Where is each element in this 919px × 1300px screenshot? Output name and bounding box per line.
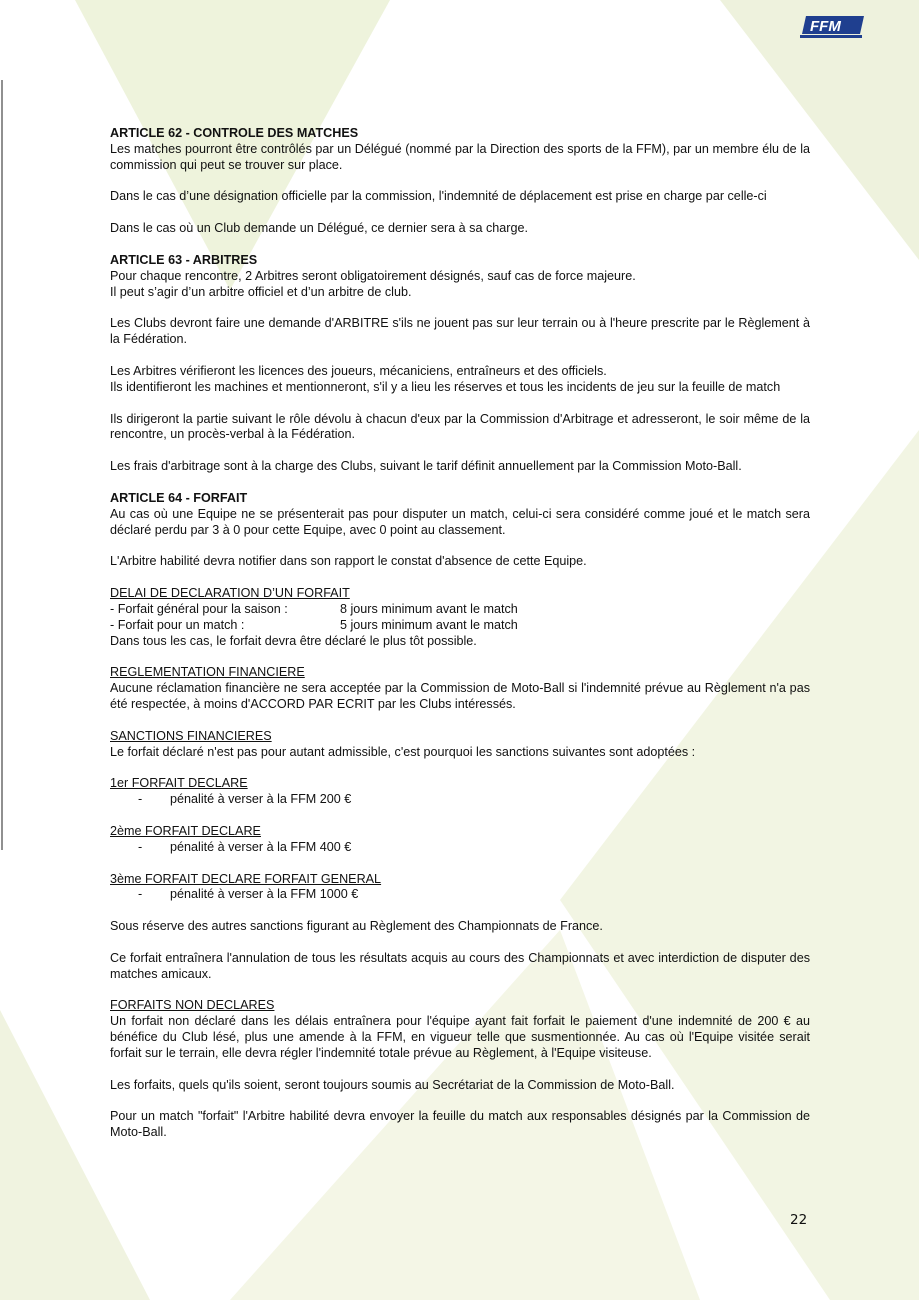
article-64-title: ARTICLE 64 - FORFAIT — [110, 490, 248, 505]
article-63-paragraph-3b: Ils identifieront les machines et mentionneront, s'il y a lieu les réserves et tous les incidents de jeu sur la feuille de match — [110, 379, 781, 394]
delai-row-label: - Forfait général pour la saison : — [110, 601, 288, 616]
article-63-paragraph-2: Les Clubs devront faire une demande d'ARBITRE s'ils ne jouent pas sur leur terrain ou à l'heure prescrite par le Règlement à la Fédération. — [110, 316, 810, 347]
delai-row-value: 5 jours minimum avant le match — [340, 617, 518, 632]
ffm-logo — [798, 14, 866, 40]
sanctions-financieres-text: Le forfait déclaré n'est pas pour autant admissible, c'est pourquoi les sanctions suivantes sont adoptées : — [110, 744, 696, 759]
delai-declaration-title: DELAI DE DECLARATION D’UN FORFAIT — [110, 586, 350, 601]
article-63-paragraph-1a: Pour chaque rencontre, 2 Arbitres seront obligatoirement désignés, sauf cas de force majeure. — [110, 268, 636, 283]
article-63-paragraph-5: Les frais d'arbitrage sont à la charge des Clubs, suivant le tarif définit annuellement par la Commission Moto-Ball. — [110, 459, 742, 474]
bullet-dash: - — [138, 839, 143, 854]
svg-text:FFM: FFM — [810, 18, 841, 35]
feuille-match-paragraph: Pour un match "forfait" l'Arbitre habilité devra envoyer la feuille du match aux responsables désignés par la Commission de Moto-Ball. — [110, 1109, 810, 1140]
forfait-1-item — [110, 792, 810, 808]
article-62-paragraph-1: Les matches pourront être contrôlés par un Délégué (nommé par la Direction des sports de la FFM), par un membre élu de la commission qui peut se trouver sur place. — [110, 141, 810, 172]
forfait-1-title: 1er FORFAIT DECLARE — [110, 776, 248, 791]
forfaits-non-declares-text: Un forfait non déclaré dans les délais entraînera pour l'équipe ayant fait forfait le paiement d'une indemnité de 200 € au bénéfice du Club lésé, plus une amende à la FFM, en vigueur telle que susmentionnée. Au cas où l'Equipe visitée serait forfait sur le terrain, elle devra régler l'indemnité totale prévue au Règlement, à l'Equipe visiteuse. — [110, 1014, 810, 1060]
forfait-3-item — [110, 887, 810, 903]
article-62-title: ARTICLE 62 - CONTROLE DES MATCHES — [110, 126, 359, 140]
page-number: 22 — [790, 1212, 808, 1228]
forfait-2-item — [110, 840, 810, 856]
article-64-paragraph-2: L'Arbitre habilité devra notifier dans son rapport le constat d'absence de cette Equipe. — [110, 554, 587, 569]
delai-note: Dans tous les cas, le forfait devra être déclaré le plus tôt possible. — [110, 633, 477, 648]
document-body — [110, 126, 810, 1141]
annulation-paragraph: Ce forfait entraînera l'annulation de tous les résultats acquis au cours des Championnats et avec interdiction de disputer des matches amicaux. — [110, 950, 810, 981]
delai-row — [110, 602, 810, 618]
article-63-paragraph-3a: Les Arbitres vérifieront les licences des joueurs, mécaniciens, entraîneurs et des officiels. — [110, 363, 607, 378]
delai-row-value: 8 jours minimum avant le match — [340, 601, 518, 616]
article-63-title: ARTICLE 63 - ARBITRES — [110, 252, 258, 267]
sanctions-financieres-title: SANCTIONS FINANCIERES — [110, 728, 272, 743]
delai-row — [110, 618, 810, 634]
bullet-dash: - — [138, 887, 143, 902]
delai-row-label: - Forfait pour un match : — [110, 617, 245, 632]
forfaits-non-declares-title: FORFAITS NON DECLARES — [110, 998, 275, 1013]
reglementation-financiere-title: REGLEMENTATION FINANCIERE — [110, 665, 305, 680]
reserve-paragraph: Sous réserve des autres sanctions figurant au Règlement des Championnats de France. — [110, 919, 603, 934]
article-64-paragraph-1: Au cas où une Equipe ne se présenterait pas pour disputer un match, celui-ci sera considéré comme joué et le match sera déclaré perdu par 3 à 0 pour cette Equipe, avec 0 point au classement. — [110, 506, 810, 537]
forfait-2-penalty: pénalité à verser à la FFM 400 € — [170, 839, 352, 854]
soumis-paragraph: Les forfaits, quels qu'ils soient, seront toujours soumis au Secrétariat de la Commission de Moto-Ball. — [110, 1077, 675, 1092]
article-63-paragraph-4: Ils dirigeront la partie suivant le rôle dévolu à chacun d'eux par la Commission d'Arbitrage et adresseront, le soir même de la rencontre, un procès-verbal à la Fédération. — [110, 411, 810, 442]
forfait-1-penalty: pénalité à verser à la FFM 200 € — [170, 792, 352, 807]
article-63-paragraph-1b: Il peut s’agir d’un arbitre officiel et d’un arbitre de club. — [110, 284, 412, 299]
forfait-3-penalty: pénalité à verser à la FFM 1000 € — [170, 887, 359, 902]
forfait-2-title: 2ème FORFAIT DECLARE — [110, 823, 261, 838]
forfait-3-title: 3ème FORFAIT DECLARE FORFAIT GENERAL — [110, 871, 382, 886]
article-62-paragraph-3: Dans le cas où un Club demande un Délégué, ce dernier sera à sa charge. — [110, 221, 528, 236]
reglementation-financiere-text: Aucune réclamation financière ne sera acceptée par la Commission de Moto-Ball si l'indemnité prévue au Règlement n'a pas été respectée, à moins d'ACCORD PAR ECRIT par les Clubs intéressés. — [110, 681, 810, 711]
article-62-paragraph-2: Dans le cas d’une désignation officielle par la commission, l'indemnité de déplacement est prise en charge par celle-ci — [110, 189, 767, 204]
bullet-dash: - — [138, 792, 143, 807]
